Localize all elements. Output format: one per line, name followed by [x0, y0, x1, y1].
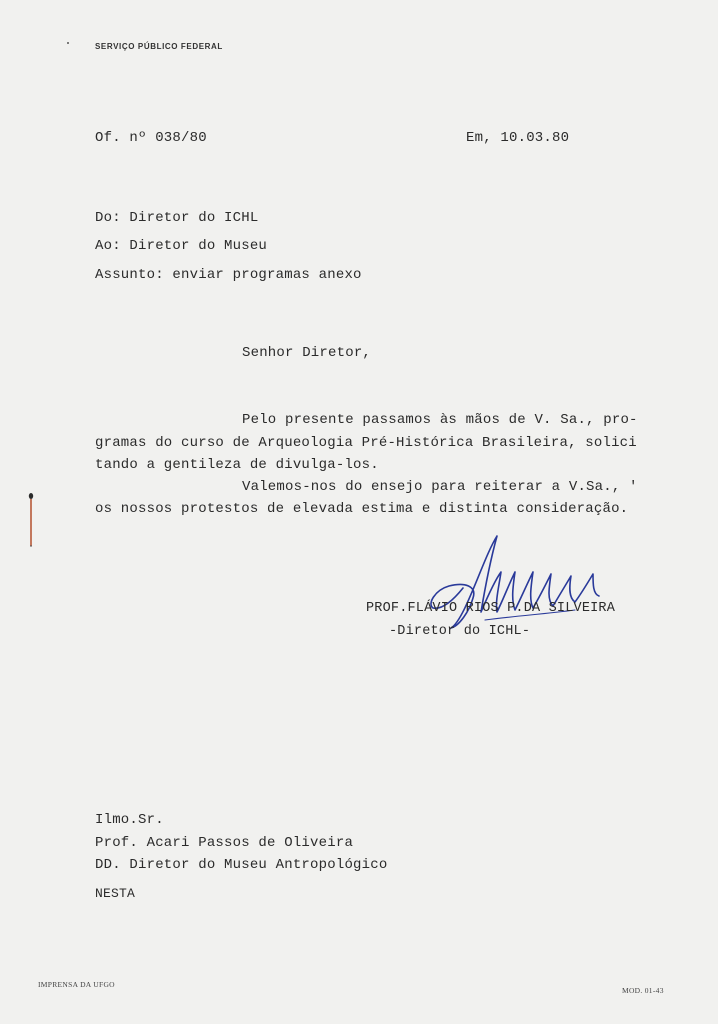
- to-line: Ao: Diretor do Museu: [95, 238, 268, 254]
- binder-mark: [28, 492, 34, 550]
- letter-date: Em, 10.03.80: [466, 130, 570, 146]
- addressee-role: DD. Diretor do Museu Antropológico: [95, 857, 388, 873]
- body-paragraph-2-line-1: Valemos-nos do ensejo para reiterar a V.Sa., ': [242, 479, 638, 495]
- addressee-greeting: Ilmo.Sr.: [95, 812, 164, 828]
- office-number: Of. nº 038/80: [95, 130, 207, 146]
- signatory-name: PROF.FLÁVIO RIOS P.DA SILVEIRA: [366, 601, 616, 616]
- form-model: MOD. 01-43: [622, 986, 664, 995]
- addressee-location: NESTA: [95, 886, 136, 901]
- signatory-title: -Diretor do ICHL-: [389, 624, 531, 639]
- body-paragraph-1-line-3: tando a gentileza de divulga-los.: [95, 457, 379, 473]
- printer-credit: IMPRENSA DA UFGO: [38, 980, 115, 989]
- subject-line: Assunto: enviar programas anexo: [95, 267, 362, 283]
- from-line: Do: Diretor do ICHL: [95, 210, 259, 226]
- addressee-name: Prof. Acari Passos de Oliveira: [95, 835, 354, 851]
- salutation: Senhor Diretor,: [242, 345, 372, 361]
- body-paragraph-1-line-2: gramas do curso de Arqueologia Pré-Histórica Brasileira, solici: [95, 435, 637, 451]
- agency-header: SERVIÇO PÚBLICO FEDERAL: [95, 42, 223, 51]
- body-paragraph-1-line-1: Pelo presente passamos às mãos de V. Sa., pro-: [242, 412, 638, 428]
- body-paragraph-2-line-2: os nossos protestos de elevada estima e distinta consideração.: [95, 501, 629, 517]
- paper-speck: [67, 42, 69, 44]
